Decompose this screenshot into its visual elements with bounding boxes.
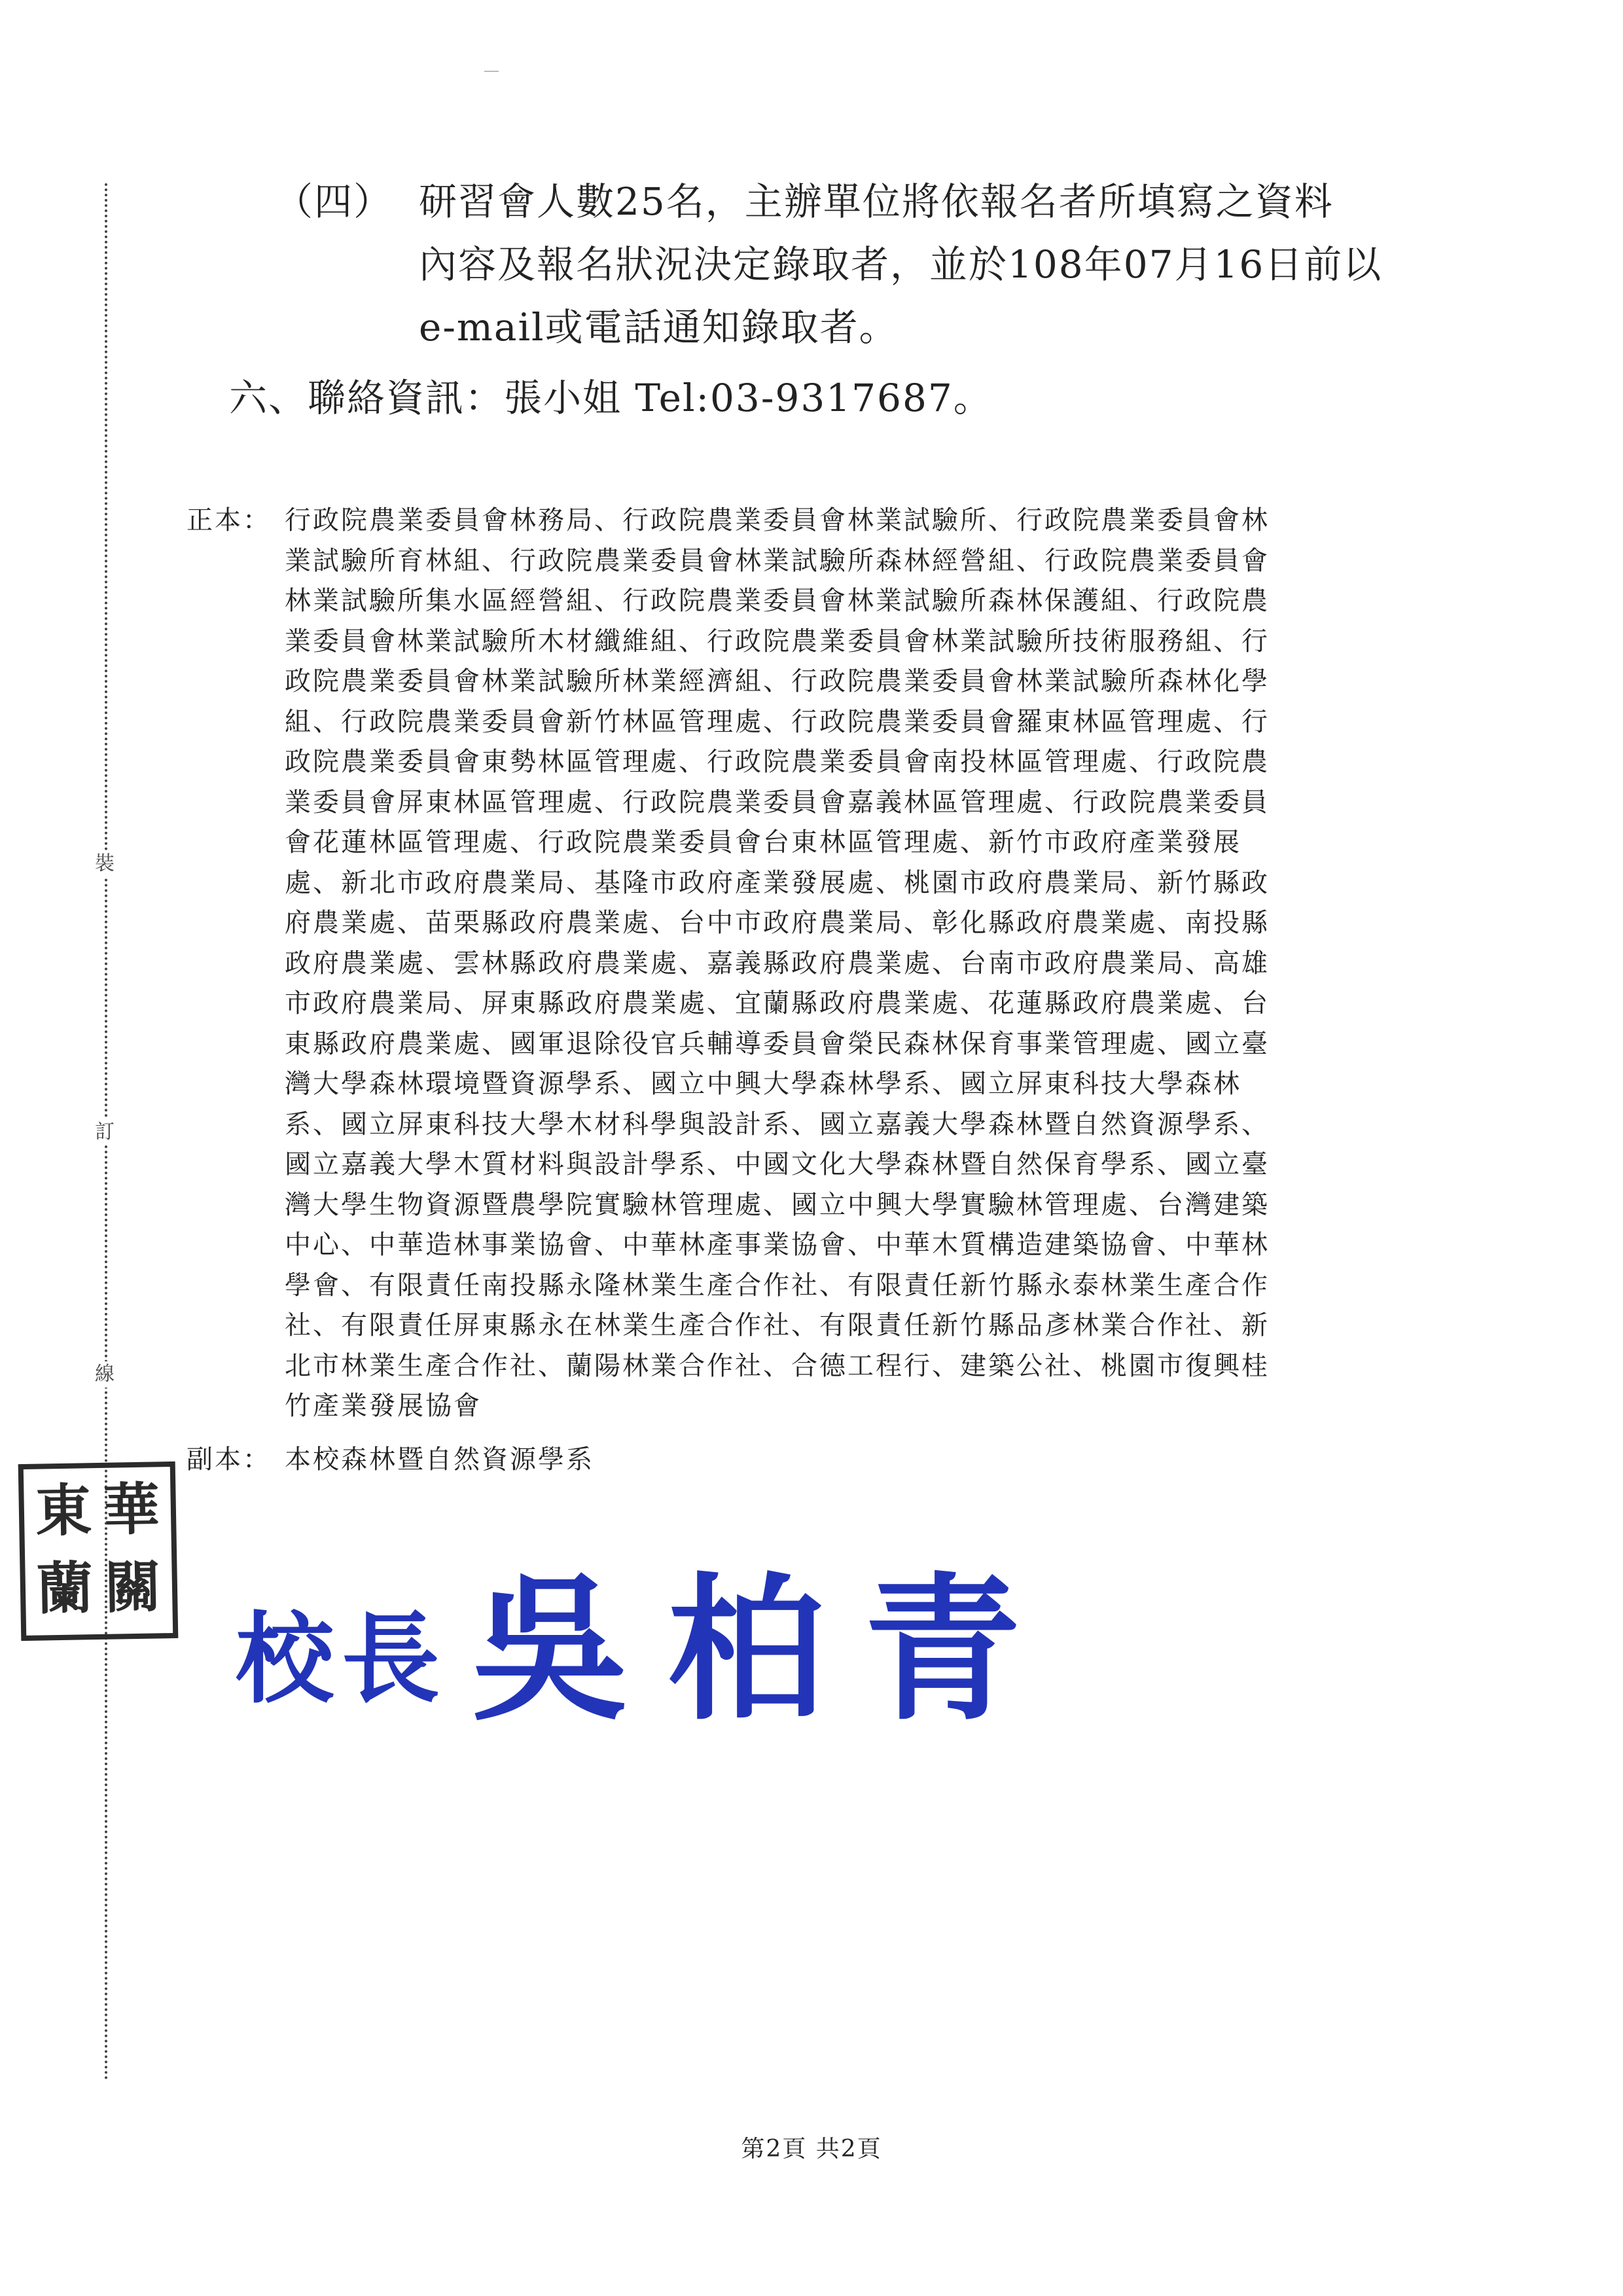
section-six-contact: 六、聯絡資訊：張小姐 Tel:03-9317687。 [229, 376, 993, 420]
section-four-body [419, 170, 1453, 359]
distribution-line: 政府農業處、雲林縣政府農業處、嘉義縣政府農業處、台南市政府農業局、高雄 [285, 948, 1270, 978]
section-four-line: 研習會人數25名，主辦單位將依報名者所填寫之資料 [419, 179, 1334, 224]
distribution-line: 竹產業發展協會 [285, 1391, 482, 1421]
distribution-list [187, 501, 1440, 1427]
distribution-line: 灣大學生物資源暨農學院實驗林管理處、國立中興大學實驗林管理處、台灣建築 [285, 1189, 1270, 1220]
distribution-line: 業試驗所育林組、行政院農業委員會林業試驗所森林經營組、行政院農業委員會 [285, 545, 1270, 576]
binding-char-ding: 訂 [84, 1119, 126, 1145]
distribution-line: 國立嘉義大學木質材料與設計學系、中國文化大學森林暨自然保育學系、國立臺 [285, 1149, 1270, 1179]
distribution-line: 系、國立屏東科技大學木材科學與設計系、國立嘉義大學森林暨自然資源學系、 [285, 1109, 1270, 1139]
distribution-line: 北市林業生產合作社、蘭陽林業合作社、合德工程行、建築公社、桃園市復興桂 [285, 1350, 1270, 1381]
distribution-line: 業委員會林業試驗所木材纖維組、行政院農業委員會林業試驗所技術服務組、行 [285, 626, 1270, 656]
scan-dash-mark [484, 71, 499, 72]
copy-recipient [187, 1440, 594, 1480]
distribution-line: 東縣政府農業處、國軍退除役官兵輔導委員會榮民森林保育事業管理處、國立臺 [285, 1028, 1270, 1059]
distribution-body [285, 501, 1440, 1427]
distribution-line: 組、行政院農業委員會新竹林區管理處、行政院農業委員會羅東林區管理處、行 [285, 706, 1270, 737]
official-seal [18, 1462, 179, 1641]
distribution-line: 學會、有限責任南投縣永隆林業生產合作社、有限責任新竹縣永泰林業生產合作 [285, 1270, 1270, 1300]
distribution-line: 市政府農業局、屏東縣政府農業處、宜蘭縣政府農業處、花蓮縣政府農業處、台 [285, 988, 1270, 1018]
copy-label: 副本： [187, 1444, 271, 1475]
distribution-line: 會花蓮林區管理處、行政院農業委員會台東林區管理處、新竹市政府產業發展 [285, 827, 1241, 857]
distribution-line: 林業試驗所集水區經營組、行政院農業委員會林業試驗所森林保護組、行政院農 [285, 586, 1270, 616]
binding-char-xian: 線 [84, 1361, 126, 1388]
signature-name: 吳柏青 [471, 1557, 1061, 1742]
distribution-line: 行政院農業委員會林務局、行政院農業委員會林業試驗所、行政院農業委員會林 [285, 505, 1270, 535]
section-four-line: 內容及報名狀況決定錄取者，並於108年07月16日前以 [419, 242, 1383, 287]
binding-char-zhuang: 裝 [84, 851, 126, 877]
section-four-label: （四） [275, 179, 393, 224]
distribution-line: 府農業處、苗栗縣政府農業處、台中市政府農業局、彰化縣政府農業處、南投縣 [285, 908, 1270, 938]
seal-char: 東 [35, 1477, 92, 1545]
distribution-line: 中心、中華造林事業協會、中華林產事業協會、中華木質構造建築協會、中華林 [285, 1230, 1270, 1260]
distribution-label: 正本： [187, 505, 271, 535]
section-four [275, 170, 1453, 359]
copy-text: 本校森林暨自然資源學系 [285, 1444, 594, 1475]
section-four-line: e-mail或電話通知錄取者。 [419, 305, 899, 350]
seal-char: 華 [103, 1476, 160, 1543]
distribution-line: 處、新北市政府農業局、基隆市政府產業發展處、桃園市政府農業局、新竹縣政 [285, 867, 1270, 898]
distribution-line: 社、有限責任屏東縣永在林業生產合作社、有限責任新竹縣品彥林業合作社、新 [285, 1310, 1270, 1340]
signature-title: 校長 [236, 1602, 448, 1717]
distribution-line: 業委員會屏東林區管理處、行政院農業委員會嘉義林區管理處、行政院農業委員 [285, 787, 1270, 817]
distribution-line: 政院農業委員會林業試驗所林業經濟組、行政院農業委員會林業試驗所森林化學 [285, 666, 1270, 696]
distribution-line: 灣大學森林環境暨資源學系、國立中興大學森林學系、國立屏東科技大學森林 [285, 1069, 1241, 1099]
page-number: 第2頁 共2頁 [741, 2136, 882, 2162]
seal-char: 關 [104, 1554, 162, 1621]
seal-char: 蘭 [36, 1555, 94, 1623]
distribution-line: 政院農業委員會東勢林區管理處、行政院農業委員會南投林區管理處、行政院農 [285, 747, 1270, 777]
